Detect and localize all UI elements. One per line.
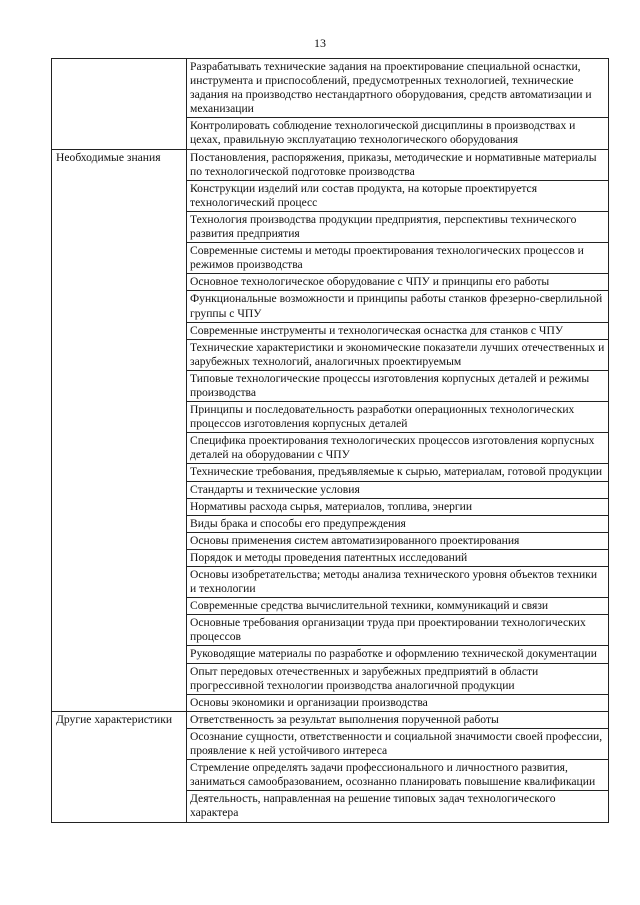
item-cell: Основные требования организации труда при проектировании технологических процессов [187, 615, 609, 646]
item-cell: Типовые технологические процессы изготовления корпусных деталей и режимы производства [187, 370, 609, 401]
section-label [52, 59, 187, 150]
item-cell: Специфика проектирования технологических процессов изготовления корпусных деталей на оборудовании с ЧПУ [187, 433, 609, 464]
item-cell: Современные средства вычислительной техники, коммуникаций и связи [187, 598, 609, 615]
page-number: 13 [314, 36, 326, 50]
item-cell: Технические требования, предъявляемые к сырью, материалам, готовой продукции [187, 464, 609, 481]
item-cell: Осознание сущности, ответственности и социальной значимости своей профессии, проявление к ней устойчивого интереса [187, 728, 609, 759]
item-cell: Основы экономики и организации производства [187, 694, 609, 711]
item-cell: Принципы и последовательность разработки операционных технологических процессов изготовления корпусных деталей [187, 402, 609, 433]
item-cell: Основы применения систем автоматизированного проектирования [187, 532, 609, 549]
table-row [52, 711, 609, 728]
table-row [52, 59, 609, 118]
item-cell: Руководящие материалы по разработке и оформлению технической документации [187, 646, 609, 663]
item-cell: Современные инструменты и технологическая оснастка для станков с ЧПУ [187, 322, 609, 339]
item-cell: Порядок и методы проведения патентных исследований [187, 549, 609, 566]
section-label: Необходимые знания [52, 149, 187, 711]
table-section [52, 59, 609, 150]
item-cell: Основы изобретательства; методы анализа технического уровня объектов техники и технологии [187, 567, 609, 598]
item-cell: Функциональные возможности и принципы работы станков фрезерно-сверлильной группы с ЧПУ [187, 291, 609, 322]
item-cell: Нормативы расхода сырья, материалов, топлива, энергии [187, 498, 609, 515]
item-cell: Контролировать соблюдение технологической дисциплины в производствах и цехах, правильную эксплуатацию технологического оборудования [187, 118, 609, 149]
table-section [52, 711, 609, 822]
item-cell: Виды брака и способы его предупреждения [187, 515, 609, 532]
item-cell: Опыт передовых отечественных и зарубежных предприятий в области прогрессивной технологии производства аналогичной продукции [187, 663, 609, 694]
competency-table [51, 58, 609, 823]
item-cell: Стандарты и технические условия [187, 481, 609, 498]
item-cell: Деятельность, направленная на решение типовых задач технологического характера [187, 791, 609, 822]
item-cell: Ответственность за результат выполнения порученной работы [187, 711, 609, 728]
item-cell: Постановления, распоряжения, приказы, методические и нормативные материалы по технологической подготовке производства [187, 149, 609, 180]
item-cell: Основное технологическое оборудование с ЧПУ и принципы его работы [187, 274, 609, 291]
table-row [52, 149, 609, 180]
item-cell: Конструкции изделий или состав продукта, на которые проектируется технологический процесс [187, 180, 609, 211]
table-section [52, 149, 609, 711]
item-cell: Технология производства продукции предприятия, перспективы технического развития предприятия [187, 211, 609, 242]
section-label: Другие характеристики [52, 711, 187, 822]
item-cell: Современные системы и методы проектирования технологических процессов и режимов производства [187, 243, 609, 274]
item-cell: Технические характеристики и экономические показатели лучших отечественных и зарубежных технологий, аналогичных проектируемым [187, 339, 609, 370]
item-cell: Стремление определять задачи профессионального и личностного развития, заниматься самообразованием, осознанно планировать повышение квалификации [187, 760, 609, 791]
item-cell: Разрабатывать технические задания на проектирование специальной оснастки, инструмента и приспособлений, предусмотренных технологией, технические задания на производство нестандартного оборудования, средств автоматизации и механизации [187, 59, 609, 118]
